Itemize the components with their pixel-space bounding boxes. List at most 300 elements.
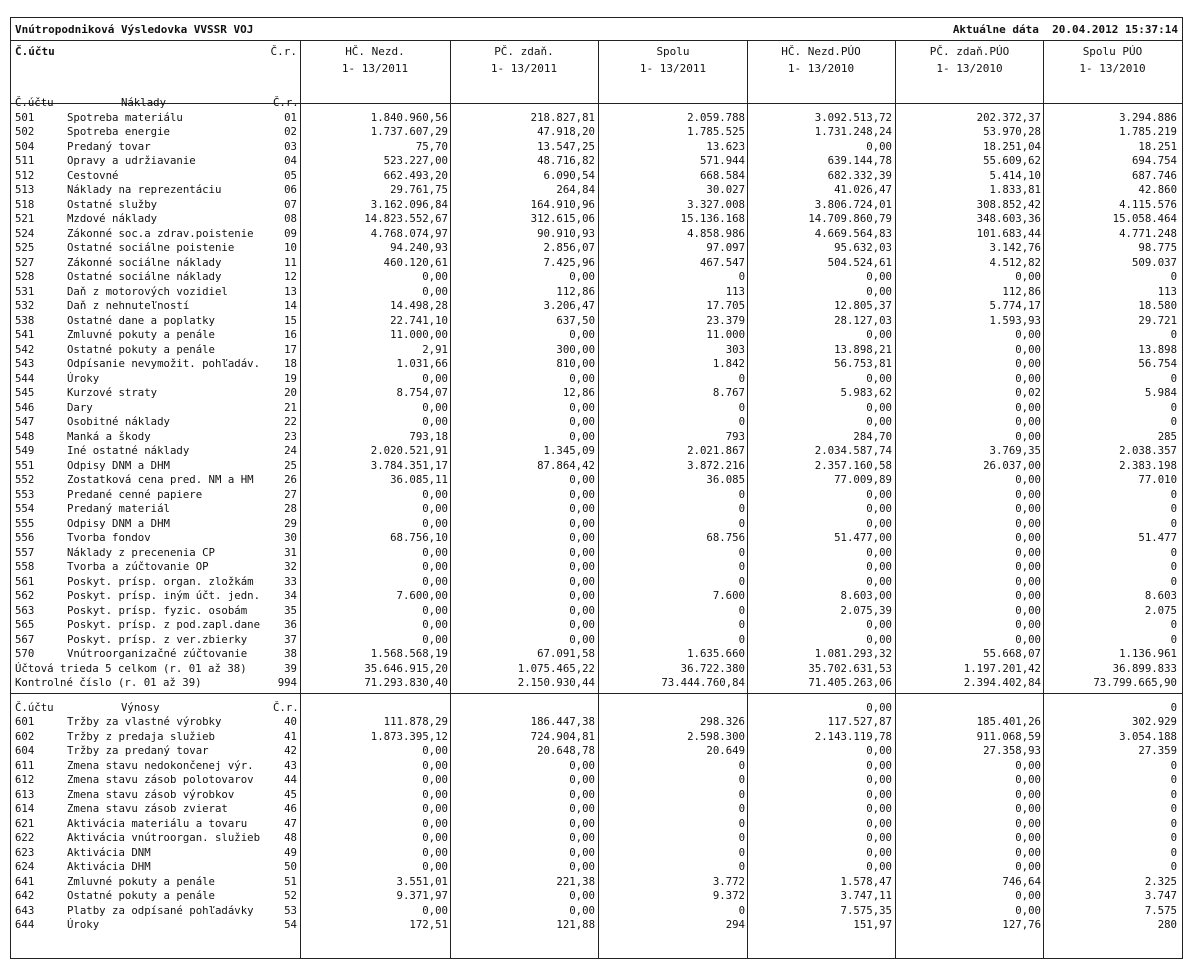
value-cell: 0,00	[1015, 473, 1041, 486]
value-cell: 71.293.830,40	[364, 676, 448, 689]
value-cell: 0	[1170, 574, 1177, 588]
value-cell: 0	[738, 618, 745, 631]
value-cell: 0	[738, 516, 745, 530]
value-cell: 0,00	[569, 429, 595, 443]
value-cell: 0,00	[569, 270, 595, 283]
value-cell: 0,00	[1015, 787, 1041, 801]
table-row	[11, 889, 1182, 904]
account-code: 612	[15, 773, 35, 786]
value-cell: 668.584	[699, 168, 745, 182]
value-cell: 0,00	[569, 400, 595, 414]
value-cell: 47.918,20	[537, 125, 595, 138]
value-cell: 101.683,44	[976, 226, 1041, 240]
report-title-bar	[11, 18, 1182, 41]
value-cell: 2.059.788	[687, 110, 745, 124]
value-cell: 75,70	[415, 139, 448, 153]
row-number: 09	[284, 226, 297, 240]
row-number: 31	[284, 545, 297, 559]
value-cell: 1.873.395,12	[370, 729, 448, 743]
table-row	[11, 343, 1182, 358]
value-cell: 1.785.219	[1119, 125, 1177, 138]
section-head-costs	[11, 96, 1182, 111]
value-cell: 13.898	[1138, 342, 1177, 356]
value-cell: 911.068,59	[976, 729, 1041, 743]
value-cell: 280	[1157, 918, 1177, 931]
value-cell: 0	[1170, 831, 1177, 844]
value-cell: 14.709.860,79	[808, 212, 892, 225]
row-number: 38	[284, 647, 297, 660]
row-number: 04	[284, 154, 297, 167]
col-header-0: HČ. Nezd. 1- 13/2011	[341, 45, 409, 75]
value-cell: 0,00	[1015, 415, 1041, 428]
value-cell: 300,00	[556, 342, 595, 356]
value-cell: 0,00	[569, 802, 595, 815]
account-code: 541	[15, 328, 35, 341]
value-cell: 0	[1170, 328, 1177, 341]
row-number: 49	[284, 845, 297, 859]
row-number: 28	[284, 502, 297, 515]
value-cell: 0,00	[422, 516, 448, 530]
account-code: 543	[15, 357, 35, 370]
value-cell: 0	[1170, 618, 1177, 631]
value-cell: 2.020.521,91	[370, 444, 448, 457]
row-number: 21	[284, 400, 297, 414]
value-cell: 0	[1170, 415, 1177, 428]
table-row	[11, 169, 1182, 184]
account-name: Tvorba a zúčtovanie OP	[67, 560, 209, 573]
value-cell: 117.527,87	[827, 715, 892, 728]
value-cell: 0,00	[422, 744, 448, 757]
value-cell: 308.852,42	[976, 197, 1041, 211]
account-name: Tržby za vlastné výrobky	[67, 715, 222, 728]
table-row	[11, 647, 1182, 662]
value-cell: 0	[1170, 516, 1177, 530]
value-cell: 0,00	[1015, 802, 1041, 815]
table-row	[11, 831, 1182, 846]
value-cell: 20.649	[706, 744, 745, 757]
account-name: Dary	[67, 400, 93, 414]
account-code: 513	[15, 183, 35, 196]
table-row	[11, 459, 1182, 474]
account-code: 518	[15, 197, 35, 211]
account-code: 570	[15, 647, 35, 660]
value-cell: 0,00	[569, 328, 595, 341]
value-cell: 0	[1170, 545, 1177, 559]
value-cell: 0	[738, 371, 745, 385]
account-code: 565	[15, 618, 35, 631]
section-separator	[11, 693, 1182, 694]
value-cell: 71.405.263,06	[808, 676, 892, 689]
value-cell: 26.037,00	[983, 458, 1041, 472]
value-cell: 0,00	[866, 802, 892, 815]
value-cell: 3.206,47	[543, 299, 595, 312]
value-cell: 0,00	[422, 632, 448, 646]
row-number: 43	[284, 758, 297, 772]
value-cell: 1.833,81	[989, 183, 1041, 196]
value-cell: 8.603	[1144, 589, 1177, 602]
value-cell: 0,00	[1015, 357, 1041, 370]
account-name: Ostatné služby	[67, 197, 158, 211]
value-cell: 0,00	[422, 618, 448, 631]
value-cell: 5.983,62	[840, 386, 892, 399]
row-number: 53	[284, 903, 297, 917]
row-number: 11	[284, 255, 297, 269]
value-cell: 5.414,10	[989, 168, 1041, 182]
value-cell: 0	[738, 400, 745, 414]
row-number: 14	[284, 299, 297, 312]
value-cell: 0	[1170, 560, 1177, 573]
total-label: Účtová trieda 5 celkom (r. 01 až 38)	[15, 661, 247, 675]
value-cell: 113	[725, 284, 745, 298]
value-cell: 0	[1170, 400, 1177, 414]
account-name: Spotreba materiálu	[67, 110, 183, 124]
total-row	[11, 662, 1182, 677]
row-number: 994	[277, 676, 297, 689]
value-cell: 0,00	[569, 618, 595, 631]
account-code: 613	[15, 787, 35, 801]
value-cell: 0	[738, 270, 745, 283]
value-cell: 793,18	[409, 429, 448, 443]
value-cell: 7.425,96	[543, 255, 595, 269]
row-number: 22	[284, 415, 297, 428]
value-cell: 284,70	[853, 429, 892, 443]
value-cell: 0	[738, 415, 745, 428]
row-number: 07	[284, 197, 297, 211]
value-cell: 724.904,81	[530, 729, 595, 743]
account-code: 545	[15, 386, 35, 399]
value-cell: 0,00	[569, 516, 595, 530]
value-cell: 0,00	[1015, 618, 1041, 631]
value-cell: 15.136.168	[680, 212, 745, 225]
value-cell: 0,00	[569, 473, 595, 486]
account-name: Zmluvné pokuty a penále	[67, 874, 215, 888]
account-code: 528	[15, 270, 35, 283]
value-cell: 694.754	[1131, 154, 1177, 167]
row-number: 19	[284, 371, 297, 385]
account-code: 542	[15, 342, 35, 356]
value-cell: 285	[1157, 429, 1177, 443]
table-row	[11, 860, 1182, 875]
table-row	[11, 633, 1182, 648]
value-cell: 0	[738, 632, 745, 646]
account-name: Predaný materiál	[67, 502, 170, 515]
value-cell: 2.394.402,84	[963, 676, 1041, 689]
value-cell: 172,51	[409, 918, 448, 931]
value-cell: 0,00	[1015, 270, 1041, 283]
value-cell: 0,00	[866, 787, 892, 801]
account-name: Aktivácia DNM	[67, 845, 151, 859]
value-cell: 53.970,28	[983, 125, 1041, 138]
value-cell: 0,00	[1015, 758, 1041, 772]
row-number: Č.r.	[273, 700, 299, 714]
value-cell: 3.551,01	[396, 874, 448, 888]
value-cell: 0	[738, 758, 745, 772]
value-cell: 8.603,00	[840, 589, 892, 602]
value-cell: 7.575,35	[840, 903, 892, 917]
account-name: Tržby z predaja služieb	[67, 729, 215, 743]
value-cell: 0,00	[1015, 903, 1041, 917]
value-cell: 0,00	[866, 845, 892, 859]
value-cell: 682.332,39	[827, 168, 892, 182]
value-cell: 0,00	[1015, 502, 1041, 515]
value-cell: 0,00	[422, 270, 448, 283]
account-code: 623	[15, 845, 35, 859]
value-cell: 810,00	[556, 357, 595, 370]
row-number: 42	[284, 744, 297, 757]
value-cell: 0,00	[422, 758, 448, 772]
value-cell: 746,64	[1002, 874, 1041, 888]
value-cell: 0,00	[1015, 773, 1041, 786]
account-name: Poskyt. prísp. fyzic. osobám	[67, 603, 248, 617]
value-cell: 0,00	[569, 502, 595, 515]
account-code: 561	[15, 574, 35, 588]
value-cell: 185.401,26	[976, 715, 1041, 728]
account-code: 601	[15, 715, 35, 728]
row-number: 47	[284, 816, 297, 830]
row-number: 26	[284, 473, 297, 486]
table-row	[11, 415, 1182, 430]
value-cell: 302.929	[1131, 715, 1177, 728]
value-cell: 12.805,37	[834, 299, 892, 312]
row-number: 37	[284, 632, 297, 646]
value-cell: 1.568.568,19	[370, 647, 448, 660]
account-name: Náklady na reprezentáciu	[67, 183, 222, 196]
account-code: 532	[15, 299, 35, 312]
value-cell: 77.010	[1138, 473, 1177, 486]
account-name: Náklady z precenenia CP	[67, 545, 215, 559]
value-cell: 1.842	[712, 357, 745, 370]
value-cell: 1.635.660	[687, 647, 745, 660]
value-cell: 0	[738, 860, 745, 873]
row-number: 24	[284, 444, 297, 457]
value-cell: 0	[1170, 487, 1177, 501]
value-cell: 4.768.074,97	[370, 226, 448, 240]
value-cell: 35.646.915,20	[364, 661, 448, 675]
value-cell: 0,00	[866, 139, 892, 153]
value-cell: 30.027	[706, 183, 745, 196]
value-cell: 9.372	[712, 889, 745, 902]
value-cell: 3.142,76	[989, 241, 1041, 254]
value-cell: 73.799.665,90	[1093, 676, 1177, 689]
value-cell: 29.761,75	[390, 183, 448, 196]
table-row	[11, 773, 1182, 788]
value-cell: 0,00	[422, 545, 448, 559]
account-code: 512	[15, 168, 35, 182]
value-cell: 0,00	[569, 889, 595, 902]
value-cell: 0,00	[569, 787, 595, 801]
account-code: 548	[15, 429, 35, 443]
table-row	[11, 227, 1182, 242]
value-cell: 0,00	[569, 603, 595, 617]
row-number: 10	[284, 241, 297, 254]
value-cell: 1.840.960,56	[370, 110, 448, 124]
row-number: 17	[284, 342, 297, 356]
value-cell: 2.357.160,58	[814, 458, 892, 472]
value-cell: 0,00	[1015, 371, 1041, 385]
account-code: 502	[15, 125, 35, 138]
value-cell: 0,00	[422, 560, 448, 573]
value-cell: 27.358,93	[983, 744, 1041, 757]
value-cell: 2.034.587,74	[814, 444, 892, 457]
account-name: Poskyt. prísp. z ver.zbierky	[67, 632, 248, 646]
account-code: 554	[15, 502, 35, 515]
account-code: 501	[15, 110, 35, 124]
value-cell: 0	[738, 487, 745, 501]
value-cell: 218.827,81	[530, 110, 595, 124]
value-cell: 15.058.464	[1112, 212, 1177, 225]
row-number: 15	[284, 313, 297, 327]
account-name: Poskyt. prísp. iným účt. jedn.	[67, 589, 261, 602]
value-cell: 36.085,11	[390, 473, 448, 486]
account-name: Zostatková cena pred. NM a HM	[67, 473, 254, 486]
row-number: 51	[284, 874, 297, 888]
value-cell: 0,00	[1015, 845, 1041, 859]
total-label: Kontrolné číslo (r. 01 až 39)	[15, 676, 202, 689]
account-name: Úroky	[67, 918, 100, 931]
table-row	[11, 183, 1182, 198]
table-row	[11, 241, 1182, 256]
value-cell: 221,38	[556, 874, 595, 888]
value-cell: 2.598.300	[687, 729, 745, 743]
value-cell: 504.524,61	[827, 255, 892, 269]
account-code: 614	[15, 802, 35, 815]
table-row	[11, 802, 1182, 817]
value-cell: 0,00	[422, 802, 448, 815]
value-cell: 28.127,03	[834, 313, 892, 327]
account-name: Opravy a udržiavanie	[67, 154, 196, 167]
account-name: Odpisy DNM a DHM	[67, 458, 170, 472]
col-header-4: PČ. zdaň.PÚO 1- 13/2010	[929, 45, 1010, 75]
value-cell: 11.000	[706, 328, 745, 341]
value-cell: 41.026,47	[834, 183, 892, 196]
value-cell: 51.477	[1138, 531, 1177, 544]
value-cell: 0,00	[866, 270, 892, 283]
value-cell: 0,02	[1015, 386, 1041, 399]
account-name: Zmena stavu zásob zvierat	[67, 802, 228, 815]
value-cell: 20.648,78	[537, 744, 595, 757]
value-cell: 0,00	[1015, 632, 1041, 646]
value-cell: 77.009,89	[834, 473, 892, 486]
table-row	[11, 314, 1182, 329]
value-cell: 312.615,06	[530, 212, 595, 225]
value-cell: 3.769,35	[989, 444, 1041, 457]
value-cell: 0	[1170, 860, 1177, 873]
account-name: Aktivácia DHM	[67, 860, 151, 873]
value-cell: 0,00	[1015, 831, 1041, 844]
value-cell: 18.580	[1138, 299, 1177, 312]
value-cell: 1.731.248,24	[814, 125, 892, 138]
value-cell: 0,00	[1015, 531, 1041, 544]
value-cell: 0,00	[1015, 603, 1041, 617]
value-cell: 68.756,10	[390, 531, 448, 544]
value-cell: 4.512,82	[989, 255, 1041, 269]
value-cell: 0,00	[422, 415, 448, 428]
row-number: 32	[284, 560, 297, 573]
account-code: 549	[15, 444, 35, 457]
value-cell: 48.716,82	[537, 154, 595, 167]
account-code: 642	[15, 889, 35, 902]
value-cell: 0,00	[569, 816, 595, 830]
table-row	[11, 502, 1182, 517]
account-name: Tvorba fondov	[67, 531, 151, 544]
account-code: 553	[15, 487, 35, 501]
report-date: Aktuálne dáta 20.04.2012 15:37:14	[952, 23, 1178, 36]
report-sheet	[10, 17, 1183, 959]
value-cell: 56.754	[1138, 357, 1177, 370]
row-number: 16	[284, 328, 297, 341]
value-cell: 0	[1170, 845, 1177, 859]
value-cell: 1.345,09	[543, 444, 595, 457]
account-name: Zmena stavu zásob výrobkov	[67, 787, 235, 801]
value-cell: 3.092.513,72	[814, 110, 892, 124]
value-cell: 1.075.465,22	[517, 661, 595, 675]
account-name: Manká a škody	[67, 429, 151, 443]
value-cell: 0,00	[1015, 860, 1041, 873]
row-number: 08	[284, 212, 297, 225]
col-account: Č.účtu	[15, 45, 55, 58]
value-cell: 112,86	[556, 284, 595, 298]
value-cell: 2.075	[1144, 603, 1177, 617]
value-cell: 0,00	[866, 860, 892, 873]
value-cell: 0,00	[1015, 342, 1041, 356]
value-cell: 1.136.961	[1119, 647, 1177, 660]
table-row	[11, 759, 1182, 774]
value-cell: 639.144,78	[827, 154, 892, 167]
value-cell: 0,00	[422, 574, 448, 588]
value-cell: 2.075,39	[840, 603, 892, 617]
account-name: Ostatné dane a poplatky	[67, 313, 215, 327]
value-cell: 113	[1157, 284, 1177, 298]
table-row	[11, 846, 1182, 861]
table-row	[11, 875, 1182, 890]
value-cell: 0,00	[866, 700, 892, 714]
value-cell: 4.858.986	[687, 226, 745, 240]
value-cell: 0,00	[569, 632, 595, 646]
value-cell: 0	[738, 545, 745, 559]
report-title: Vnútropodniková Výsledovka VVSSR VOJ	[15, 23, 254, 36]
row-number: 18	[284, 357, 297, 370]
value-cell: 0	[738, 560, 745, 573]
value-cell: 0	[738, 802, 745, 815]
value-cell: 0,00	[569, 560, 595, 573]
value-cell: 14.498,28	[390, 299, 448, 312]
value-cell: 0	[738, 574, 745, 588]
value-cell: 7.575	[1144, 903, 1177, 917]
value-cell: 0,00	[1015, 487, 1041, 501]
row-number: 13	[284, 284, 297, 298]
value-cell: 36.722.380	[680, 661, 745, 675]
account-name: Zmluvné pokuty a penále	[67, 328, 215, 341]
col-row-number: Č.r.	[270, 45, 297, 58]
value-cell: 0	[1170, 802, 1177, 815]
value-cell: 0,00	[569, 903, 595, 917]
value-cell: 94.240,93	[390, 241, 448, 254]
value-cell: 294	[725, 918, 745, 931]
value-cell: 3.054.188	[1119, 729, 1177, 743]
value-cell: 0,00	[866, 502, 892, 515]
account-code: 563	[15, 603, 35, 617]
value-cell: 55.609,62	[983, 154, 1041, 167]
value-cell: 4.669.564,83	[814, 226, 892, 240]
account-code: 521	[15, 212, 35, 225]
value-cell: 303	[725, 342, 745, 356]
row-number: 44	[284, 773, 297, 786]
value-cell: 8.767	[712, 386, 745, 399]
value-cell: 2.150.930,44	[517, 676, 595, 689]
row-number: 41	[284, 729, 297, 743]
value-cell: 0,00	[1015, 574, 1041, 588]
value-cell: 2.038.357	[1119, 444, 1177, 457]
